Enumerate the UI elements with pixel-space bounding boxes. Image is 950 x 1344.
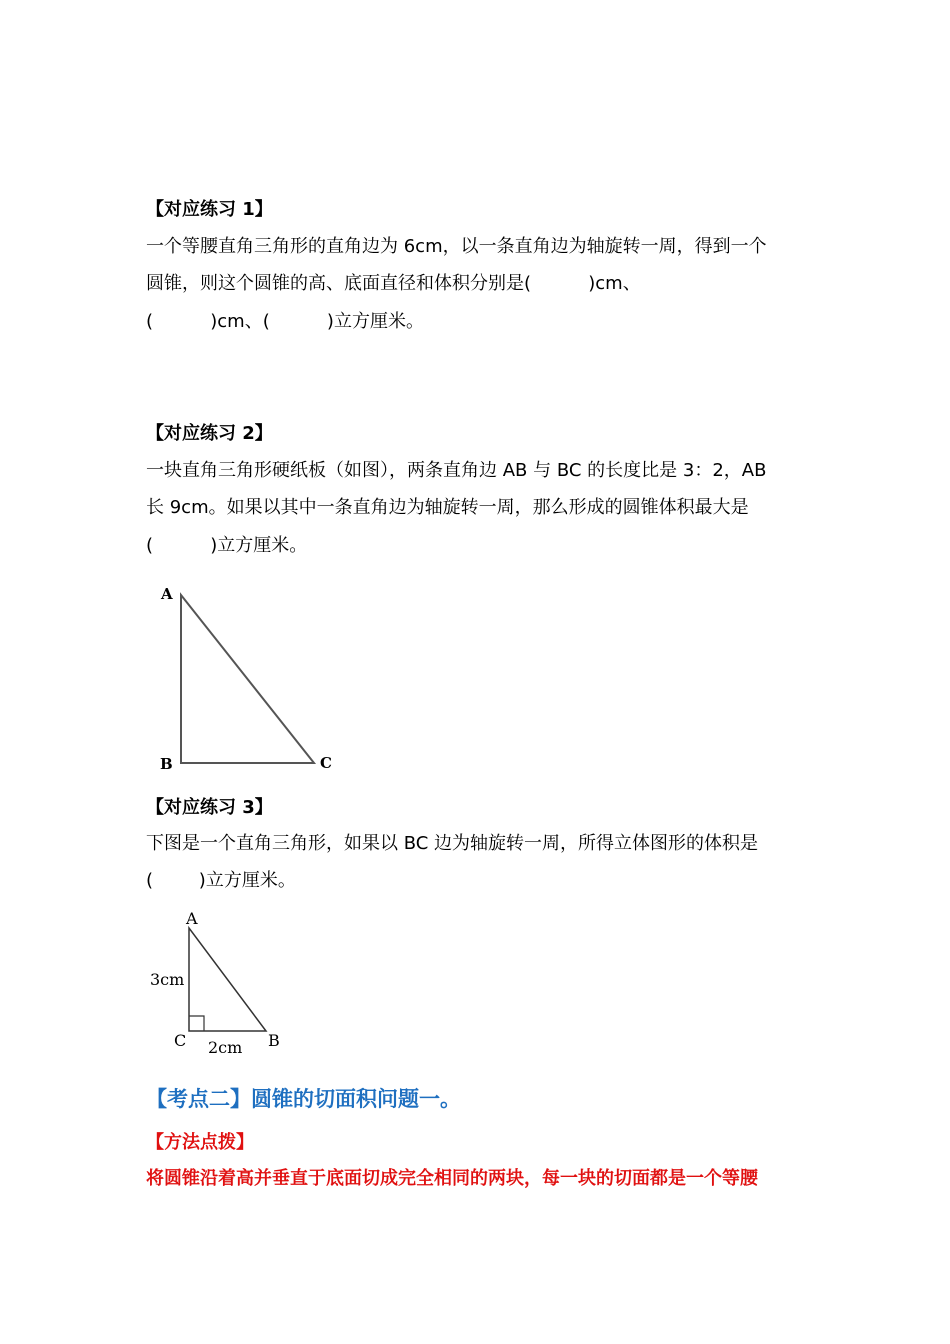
- exercise-3-line-1: 下图是一个直角三角形，如果以 BC 边为轴旋转一周，所得立体图形的体积是: [146, 833, 759, 854]
- vertex-label-b: B: [268, 1031, 280, 1050]
- vertex-label-c: C: [320, 754, 332, 772]
- triangle-abc-2: [181, 595, 314, 763]
- exercise-1-heading: 【对应练习 1】: [146, 199, 273, 220]
- exercise-3-heading: 【对应练习 3】: [146, 797, 273, 818]
- exercise-3-triangle-figure: [145, 905, 305, 1060]
- section-2-heading: 【考点二】圆锥的切面积问题一。: [146, 1087, 461, 1111]
- exercise-2-line-2: 长 9cm。如果以其中一条直角边为轴旋转一周，那么形成的圆锥体积最大是: [146, 497, 749, 518]
- exercise-2-line-3: ( )立方厘米。: [146, 535, 308, 556]
- side-label-ac: 3cm: [150, 970, 185, 989]
- vertex-label-a: A: [186, 909, 198, 928]
- method-heading: 【方法点拨】: [146, 1132, 254, 1153]
- method-text: 将圆锥沿着高并垂直于底面切成完全相同的两块，每一块的切面都是一个等腰: [146, 1168, 758, 1189]
- exercise-1-line-3: ( )cm、( )立方厘米。: [146, 311, 424, 332]
- exercise-1-line-1: 一个等腰直角三角形的直角边为 6cm，以一条直角边为轴旋转一周，得到一个: [146, 236, 767, 257]
- exercise-2-line-1: 一块直角三角形硬纸板（如图），两条直角边 AB 与 BC 的长度比是 3：2，AB: [146, 460, 767, 481]
- exercise-3-line-2: ( )立方厘米。: [146, 870, 296, 891]
- vertex-label-c: C: [174, 1031, 187, 1050]
- vertex-label-a: A: [161, 585, 173, 603]
- exercise-2-triangle-figure: [150, 580, 350, 780]
- vertex-label-b: B: [160, 755, 173, 773]
- side-label-cb: 2cm: [208, 1038, 243, 1057]
- right-angle-marker: [189, 1016, 204, 1031]
- exercise-1-line-2: 圆锥，则这个圆锥的高、底面直径和体积分别是( )cm、: [146, 273, 641, 294]
- exercise-2-heading: 【对应练习 2】: [146, 423, 273, 444]
